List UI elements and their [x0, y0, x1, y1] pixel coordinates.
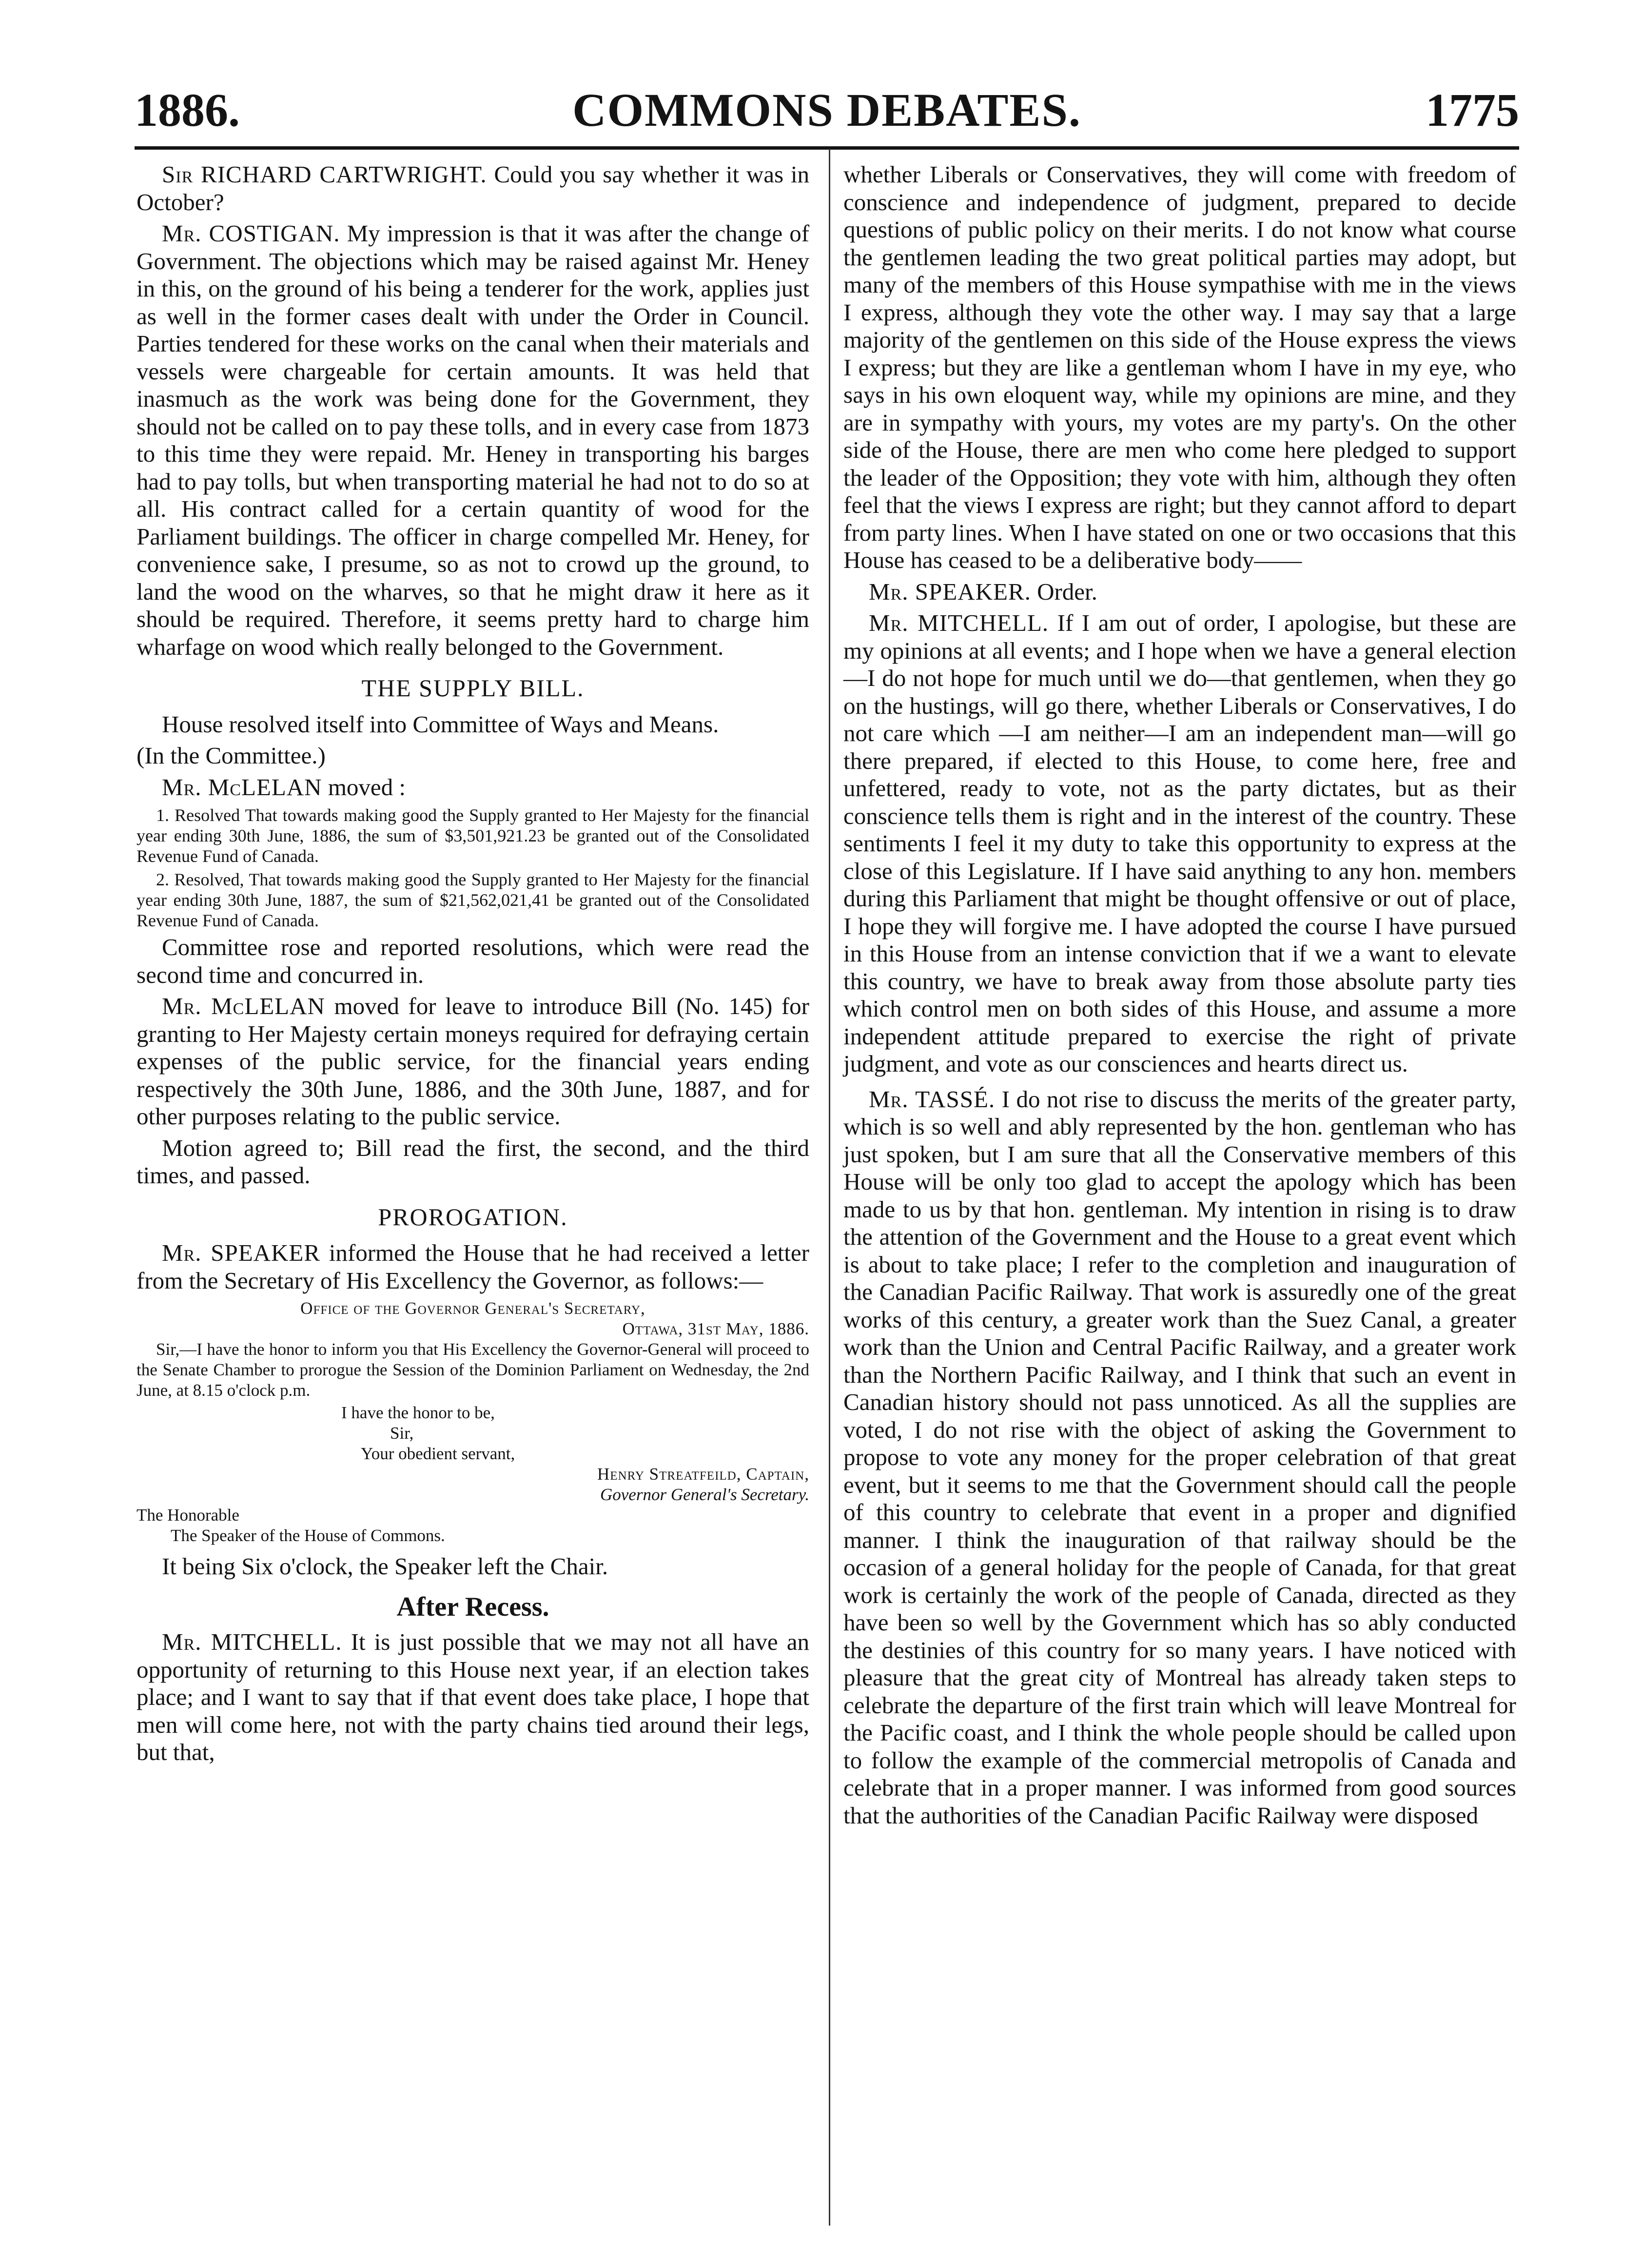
paragraph-tasse	[843, 1086, 1516, 1830]
speech-text: Order.	[1037, 578, 1097, 605]
letter-block	[137, 1298, 809, 1546]
section-heading-prorogation: PROROGATION.	[378, 1203, 568, 1231]
left-column	[137, 161, 809, 1770]
paragraph-speaker-informed	[137, 1239, 809, 1294]
speaker-name: Mr. TASSÉ.	[869, 1085, 996, 1113]
section-heading-after-recess: After Recess.	[396, 1591, 549, 1622]
paragraph-continuation: whether Liberals or Conservatives, they will come with freedom of conscience and independence of judgment, prepared to decide questions of public policy on their merits. I do not know what course the gentlemen leading the two great political parties may adopt, but many of the members of this House sympathise with me in the views I express, although they vote the other way. I may say that a large majority of the gentlemen on this side of the House express the views I express; but they are like a gentleman whom I have in my eye, who says in his own eloquent way, while my opinions are mine, and they are in sympathy with yours, my votes are my party's. On the other side of the House, there are men who come here pledged to support the leader of the Opposition; they vote with him, although they often feel that the views I express are right; but they cannot afford to depart from party lines. When I have stated on one or two occasions that this House has ceased to be a deliberative body——	[843, 161, 1516, 573]
letter-closing-2: Sir,	[390, 1424, 414, 1443]
letter-signature: Henry Streatfeild, Captain,	[597, 1465, 809, 1484]
speaker-name: Mr. MITCHELL.	[869, 609, 1049, 636]
paragraph-mitchell-2	[843, 609, 1516, 1078]
speaker-name: Mr. MITCHELL.	[162, 1628, 342, 1655]
speech-text: My impression is that it was after the change of Government. The objections which may be raised against Mr. Heney in this, on the ground of his being a tenderer for the work, applies just as well in the former cases dealt with under the Order in Council. Parties tendered for these works on the canal when their materials and vessels were chargeable for certain amounts. It was held that inasmuch as the work was being done for the Government, they should not be called on to pay these tolls, and in every case from 1873 to this time they were repaid. Mr. Heney in transporting his barges had to pay tolls, but when transporting material he had not to do so at all. His contract called for a certain quantity of wood for the Parliament buildings. The officer in charge compelled Mr. Heney, for convenience sake, I presume, so as not to crowd up the ground, to land the wood on the wharves, so that he might draw it here as it should be required. Therefore, it seems pretty hard to charge him wharfage on wood which really belonged to the Government.	[137, 220, 810, 660]
speaker-name: Sir RICHARD CARTWRIGHT.	[162, 161, 487, 188]
page-header	[135, 83, 1519, 137]
letter-addressee-2: The Speaker of the House of Commons.	[171, 1526, 445, 1545]
paragraph-costigan	[137, 220, 809, 661]
header-title: COMMONS DEBATES.	[572, 84, 1081, 136]
paragraph-mclelan-moved	[137, 774, 809, 802]
speech-text: informed the House that he had received a letter from the Secretary of His Excellency the Governor, as follows:—	[137, 1239, 809, 1294]
paragraph-mclelan-bill	[137, 993, 809, 1131]
resolution-2: 2. Resolved, That towards making good the Supply granted to Her Majesty for the financial year ending 30th June, 1887, the sum of $21,562,021,41 be granted out of the Consolidated Revenue Fund of Canada.	[137, 870, 809, 930]
paragraph-six-oclock: It being Six o'clock, the Speaker left the Chair.	[162, 1553, 608, 1580]
paragraph-committee-rose: Committee rose and reported resolutions, which were read the second time and concurred in.	[137, 934, 809, 988]
letter-closing-3: Your obedient servant,	[361, 1444, 515, 1463]
committee-note: (In the Committee.)	[137, 742, 326, 769]
letter-signature-title: Governor General's Secretary.	[600, 1485, 809, 1504]
speaker-name: Mr. McLELAN	[162, 773, 322, 801]
header-page-number: 1775	[1426, 84, 1519, 136]
letter-dateline: Ottawa, 31st May, 1886.	[622, 1319, 809, 1338]
column-divider	[829, 149, 830, 2226]
speech-text: moved :	[328, 773, 406, 801]
letter-body: Sir,—I have the honor to inform you that His Excellency the Governor-General will proceed to the Senate Chamber to prorogue the Session of the Dominion Parliament on Wednesday, the 2nd June, at 8.15 o'clock p.m.	[137, 1340, 809, 1400]
resolutions	[137, 805, 809, 931]
speech-text: If I am out of order, I apologise, but these are my opinions at all events; and I hope when we have a general election—I do not hope for much until we do—that gentlemen, when they go on the hustings, will go there, whether Liberals or Conservatives, I do not care which —I am neither—I am an independent man—will go there prepared, if elected to this House, to come here, free and unfettered, ready to vote, not as the party dictates, but as their conscience tells them is right and in the interest of the country. These sentiments I feel it my duty to take this opportunity to express at the close of this Legislature. If I have said anything to any hon. members during this Parliament that might be thought offensive or out of place, I hope they will forgive me. I have adopted the course I have pursued in this House from an intense conviction that if we a want to elevate this country, we have to break away from those absolute party ties which control men on both sides of this House, and assume a more independent attitude prepared to exercise the right of private judgment, and vote as our consciences and hearts direct us.	[843, 609, 1517, 1077]
speaker-name: Mr. McLELAN	[162, 993, 325, 1019]
header-year: 1886.	[135, 84, 240, 136]
speech-text: I do not rise to discuss the merits of the greater party, which is so well and ably represented by the hon. gentleman who has just spoken, but I am sure that all the Conservative members of this House will be only too glad to accept the apology which has been made to us by that hon. gentleman. My intention in rising is to draw the attention of the Government and the House to a great event which is about to take place; I refer to the completion and inauguration of the Canadian Pacific Railway. That work is assuredly one of the great works of this century, a greater work than the Suez Canal, a greater work than the Union and Central Pacific Railway, and a greater work than the Northern Pacific Railway, and I think that such an event in Canadian history should not pass unnoticed. As all the supplies are voted, I do not rise with the object of asking the Government to propose to vote any money for the proper celebration of that great event, but it seems to me that the Government should call the people of this country to celebrate that event in a proper and dignified manner. I think the inauguration of that railway should be the occasion of a general holiday for the people of Canada, for that great work is certainly the work of the people of Canada, directed as they have been so well by the Government which has so ably conducted the destinies of this country for so many years. I have noticed with pleasure that the great city of Montreal has already taken steps to celebrate the departure of the first train which will leave Montreal for the Pacific coast, and I think the whole people should be called upon to follow the example of the commercial metropolis of Canada and celebrate that in a proper manner. I was informed from good sources that the authorities of the Canadian Pacific Railway were disposed	[843, 1085, 1517, 1829]
speaker-name: Mr. SPEAKER.	[869, 578, 1031, 605]
paragraph-motion-agreed: Motion agreed to; Bill read the first, the second, and the third times, and passed.	[137, 1134, 809, 1189]
resolution-1: 1. Resolved That towards making good the Supply granted to Her Majesty for the financial year ending 30th June, 1886, the sum of $3,501,921.23 be granted out of the Consolidated Revenue Fund of Canada.	[137, 805, 809, 866]
paragraph-mitchell	[137, 1628, 809, 1766]
letter-addressee-1: The Honorable	[137, 1505, 239, 1525]
speech-text: Could you say whether it was in October?	[137, 161, 809, 215]
right-column	[843, 161, 1516, 1833]
letter-closing-1: I have the honor to be,	[341, 1403, 495, 1422]
paragraph-cartwright	[137, 161, 809, 216]
speech-text: moved for leave to introduce Bill (No. 145) for granting to Her Majesty certain moneys required for defraying certain expenses of the public service, for the financial years ending respectively the 30th June, 1886, and the 30th June, 1887, and for other purposes relating to the public service.	[137, 993, 809, 1130]
paragraph-supply: House resolved itself into Committee of Ways and Means.	[162, 710, 719, 738]
speaker-name: Mr. COSTIGAN.	[162, 220, 340, 247]
speaker-name: Mr. SPEAKER	[162, 1239, 321, 1266]
paragraph-speaker-order	[843, 578, 1516, 606]
section-heading-supply-bill: THE SUPPLY BILL.	[361, 674, 585, 702]
header-rule	[135, 146, 1519, 150]
letter-office: Office of the Governor General's Secretary,	[300, 1299, 645, 1318]
speech-text: It is just possible that we may not all have an opportunity of returning to this House next year, if an election takes place; and I want to say that if that event does take place, I hope that men will come here, not with the party chains tied around their legs, but that,	[137, 1628, 809, 1765]
